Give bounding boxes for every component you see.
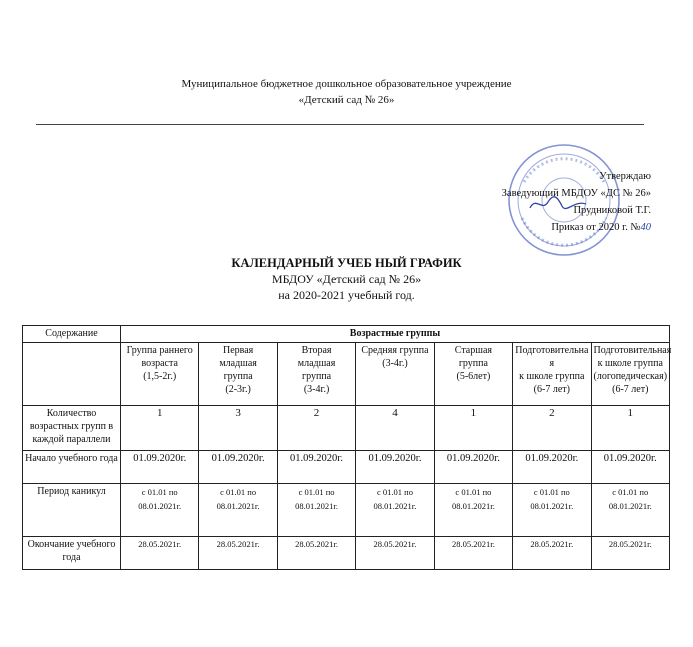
row-label-vacation: Период каникул [23,484,121,537]
start-date-cell: 01.09.2020г. [591,451,669,484]
start-date-cell: 01.09.2020г. [199,451,277,484]
start-date-cell: 01.09.2020г. [121,451,199,484]
table-groups-row [23,343,670,406]
approval-block [502,168,651,236]
count-cell: 4 [356,406,434,451]
group-cell: Первая младшая группа (2-3г.) [199,343,277,406]
row-label-start: Начало учебного года [23,451,121,484]
vacation-cell: с 01.01 по 08.01.2021г. [591,484,669,537]
org-name-line2: «Детский сад № 26» [298,94,395,106]
end-date-cell: 28.05.2021г. [591,537,669,570]
group-cell: Подготовительна я к школе группа (6-7 лет) [513,343,591,406]
header-content: Содержание [23,326,121,343]
group-cell: Группа раннего возраста (1,5-2г.) [121,343,199,406]
approval-line-name: Прудниковой Т.Г. [573,205,651,216]
row-label-end: Окончание учебного года [23,537,121,570]
count-cell: 2 [277,406,355,451]
order-number: 40 [640,222,651,233]
header-age-groups: Возрастные группы [121,326,670,343]
start-date-cell: 01.09.2020г. [434,451,512,484]
approval-line-head: Заведующий МБДОУ «ДС № 26» [501,188,651,199]
header-divider [36,124,644,125]
approval-line-approve: Утверждаю [599,171,651,182]
end-date-cell: 28.05.2021г. [356,537,434,570]
title-main: КАЛЕНДАРНЫЙ УЧЕБ НЫЙ ГРАФИК [231,256,462,270]
org-header [0,76,693,108]
group-cell: Средняя группа (3-4г.) [356,343,434,406]
start-date-cell: 01.09.2020г. [277,451,355,484]
table-row-count [23,406,670,451]
table-header-row [23,326,670,343]
title-institution: МБДОУ «Детский сад № 26» [271,272,422,286]
vacation-cell: с 01.01 по 08.01.2021г. [199,484,277,537]
document-title [0,255,693,303]
table-row-end [23,537,670,570]
org-name-line1: Муниципальное бюджетное дошкольное образовательное учреждение [181,78,512,90]
group-cell: Старшая группа (5-6лет) [434,343,512,406]
schedule-table [22,325,670,570]
row-label-count: Количество возрастных групп в каждой параллели [23,406,121,451]
end-date-cell: 28.05.2021г. [513,537,591,570]
group-cell: Подготовительная к школе группа (логопедическая) (6-7 лет) [591,343,669,406]
count-cell: 1 [591,406,669,451]
title-year: на 2020-2021 учебный год. [278,288,415,302]
start-date-cell: 01.09.2020г. [513,451,591,484]
vacation-cell: с 01.01 по 08.01.2021г. [434,484,512,537]
end-date-cell: 28.05.2021г. [277,537,355,570]
vacation-cell: с 01.01 по 08.01.2021г. [277,484,355,537]
count-cell: 1 [434,406,512,451]
end-date-cell: 28.05.2021г. [121,537,199,570]
table-row-start [23,451,670,484]
approval-line-order: Приказ от 2020 г. №40 [551,222,651,233]
count-cell: 2 [513,406,591,451]
count-cell: 1 [121,406,199,451]
group-cell: Вторая младшая группа (3-4г.) [277,343,355,406]
count-cell: 3 [199,406,277,451]
vacation-cell: с 01.01 по 08.01.2021г. [121,484,199,537]
start-date-cell: 01.09.2020г. [356,451,434,484]
vacation-cell: с 01.01 по 08.01.2021г. [356,484,434,537]
vacation-cell: с 01.01 по 08.01.2021г. [513,484,591,537]
table-row-vacation [23,484,670,537]
end-date-cell: 28.05.2021г. [434,537,512,570]
empty-cell [23,343,121,406]
end-date-cell: 28.05.2021г. [199,537,277,570]
